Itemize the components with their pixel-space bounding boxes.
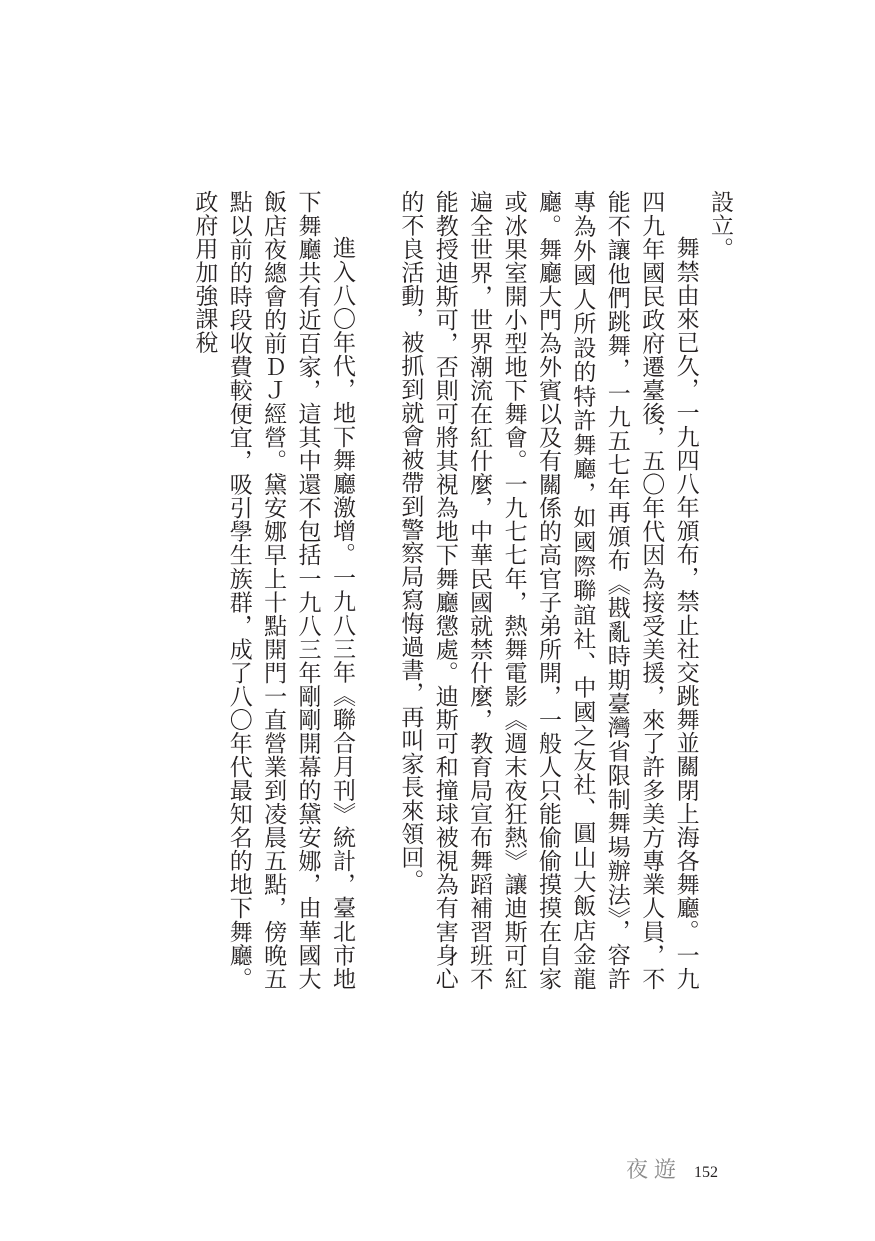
paragraph-eighties-underground-dance-halls: 進入八〇年代，地下舞廳激增。一九八三年《聯合月刊》統計，臺北市地下舞廳共有近百家，這其中還不包括一九八三年剛剛開幕的黛安娜，由華國大飯店夜總會的前ＤＪ經營。黛安娜早上十點開門一直營業到凌晨五點，傍晚五點以前的時段收費較便宜，吸引學生族群，成了八〇年代最知名的地下舞廳。政府用加強課稅 xyxy=(191,190,355,990)
page-number: 152 xyxy=(694,1164,719,1181)
paragraph-continuation: 設立。 xyxy=(707,190,733,261)
vertical-text-body xyxy=(187,190,737,990)
running-book-title: 夜遊 xyxy=(626,1158,683,1183)
page-footer xyxy=(626,1153,718,1183)
paragraph-dance-ban-history: 舞禁由來已久，一九四八年頒布，禁止社交跳舞並關閉上海各舞廳。一九四九年國民政府遷臺後，五〇年代因為接受美援，來了許多美方專業人員，不能不讓他們跳舞，一九五七年再頒布《戡亂時期臺灣省限制舞場辦法》，容許專為外國人所設的特許舞廳，如國際聯誼社、中國之友社、圓山大飯店金龍廳。舞廳大門為外賓以及有關係的高官子弟所開，一般人只能偷偷摸摸在自家或冰果室開小型地下舞會。一九七七年，熱舞電影《週末夜狂熱》讓迪斯可紅遍全世界，世界潮流在紅什麼，中華民國就禁什麼，教育局宣布舞蹈補習班不能教授迪斯可，否則可將其視為地下舞廳懲處。迪斯可和撞球被視為有害身心的不良活動，被抓到就會被帶到警察局寫悔過書，再叫家長來領回。 xyxy=(397,190,699,990)
